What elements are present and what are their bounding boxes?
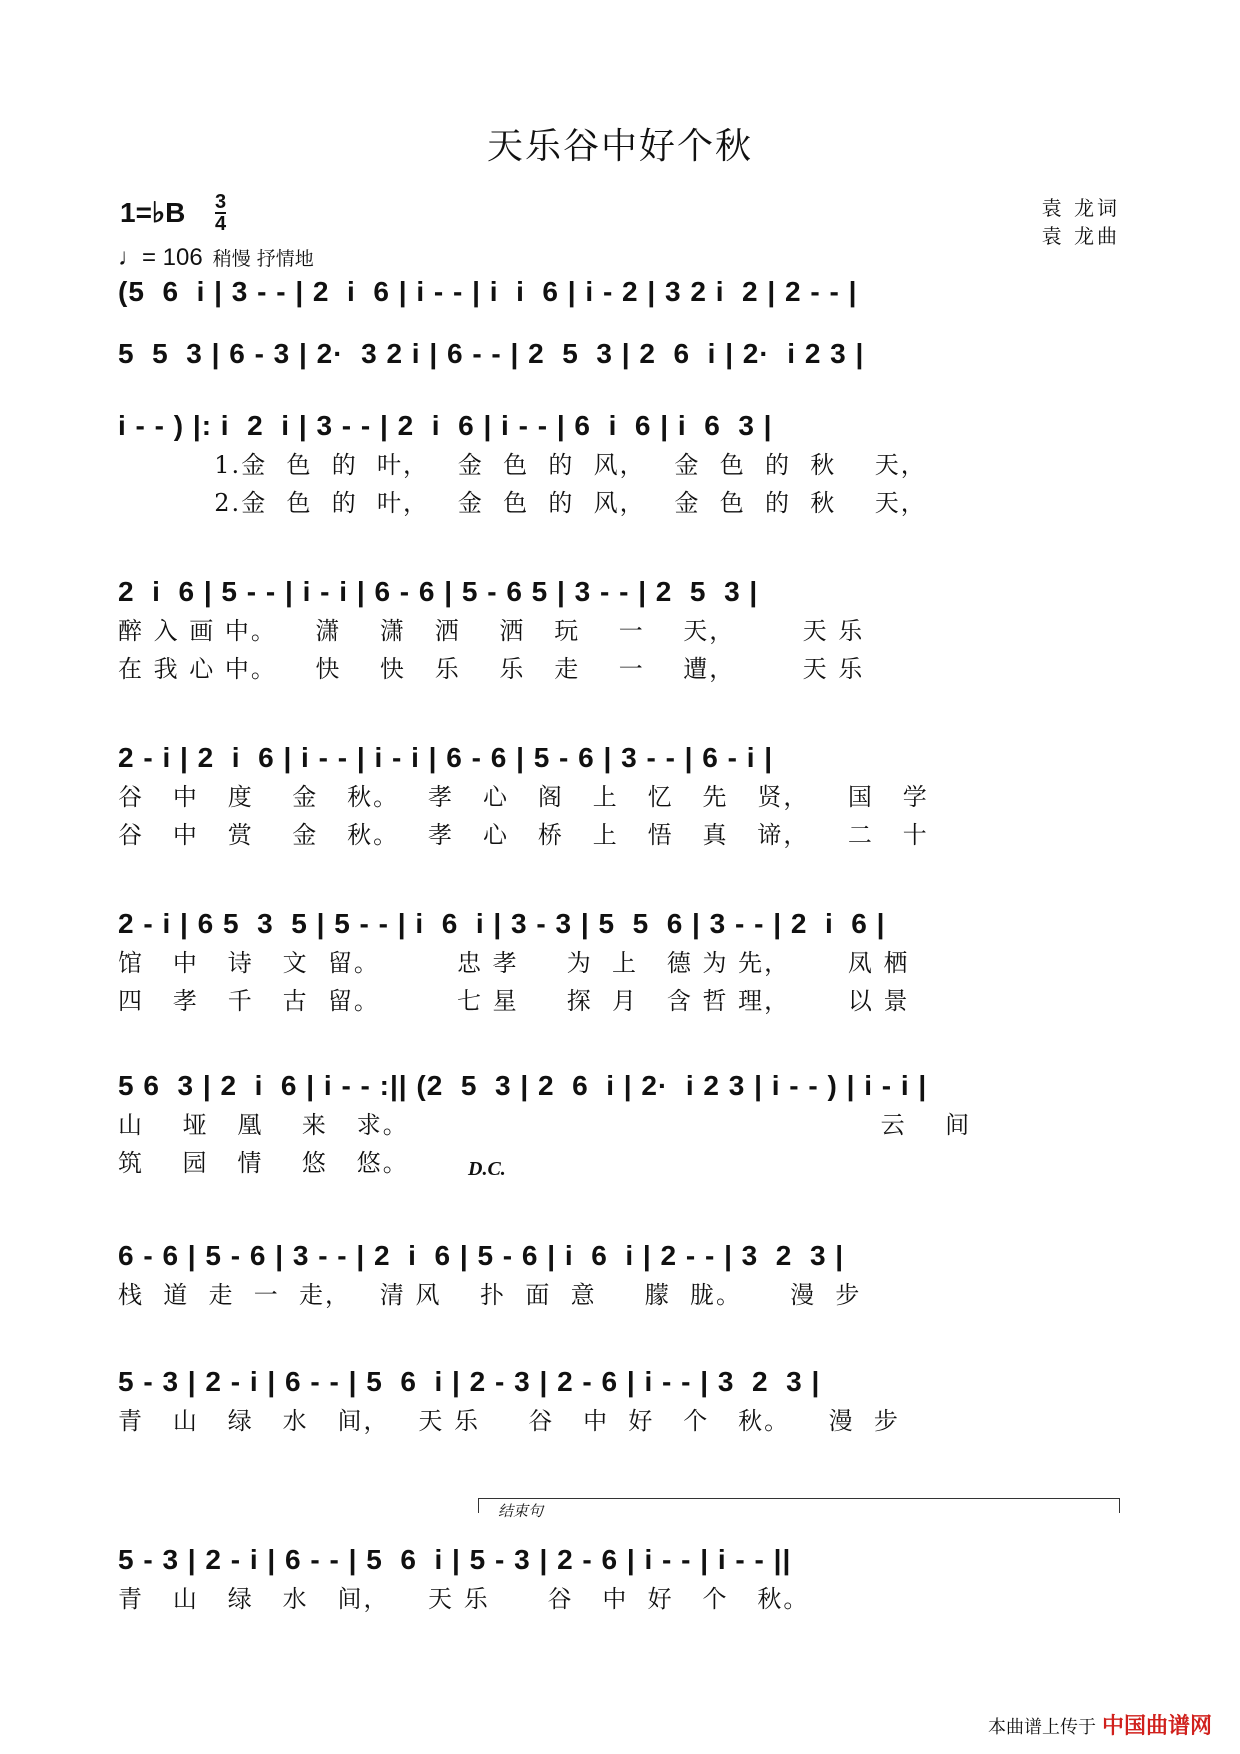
notes-line: i - - ) |: i 2 i | 3 - - | 2 i 6 | i - - | 6 i 6 | i 6 3 | — [118, 410, 773, 441]
tempo-description: 稍慢 抒情地 — [212, 248, 314, 270]
notes-line: 6 - 6 | 5 - 6 | 3 - - | 2 i 6 | 5 - 6 | i 6 i | 2 - - | 3 2 3 | — [118, 1240, 845, 1271]
notes-line: 5 - 3 | 2 - i | 6 - - | 5 6 i | 2 - 3 | 2 - 6 | i - - | 3 2 3 | — [118, 1366, 821, 1397]
lyric-verse-2: 谷 中 赏 金 秋。 孝 心 桥 上 悟 真 谛， 二 十 — [118, 821, 929, 849]
score-line-2 — [118, 334, 1122, 374]
notes-line: 5 5 3 | 6 - 3 | 2· 3 2 i | 6 - - | 2 5 3 | 2 6 i | 2· i 2 3 | — [118, 338, 865, 369]
notes-line: 5 - 3 | 2 - i | 6 - - | 5 6 i | 5 - 3 | 2 - 6 | i - - | i - - || — [118, 1544, 792, 1575]
score-line-7 — [118, 1066, 1122, 1182]
ending-label: 结束句 — [498, 1502, 544, 1520]
ending-bracket — [478, 1498, 1120, 1513]
meter-bottom: 4 — [215, 213, 227, 235]
notes-line: (5 6 i | 3 - - | 2 i 6 | i - - | i i 6 | i - 2 | 3 2 i 2 | 2 - - | — [118, 276, 858, 307]
score-line-10 — [118, 1540, 1122, 1618]
score-line-3 — [118, 406, 1122, 522]
lyric-verse-1: 谷 中 度 金 秋。 孝 心 阁 上 忆 先 贤， 国 学 — [118, 783, 929, 811]
tempo-mark: ♩= 106 — [118, 244, 203, 271]
da-capo-mark: D.C. — [468, 1158, 506, 1180]
meter-top: 3 — [215, 191, 227, 213]
lyric-verse-1: 青 山 绿 水 间， 天 乐 谷 中 好 个 秋。 — [118, 1585, 810, 1613]
tempo-marking — [118, 244, 314, 272]
upload-footer — [988, 1709, 1212, 1740]
lyric-verse-2: 四 孝 千 古 留。 七 星 探 月 含 哲 理， 以 景 — [118, 987, 910, 1015]
score-line-9 — [118, 1362, 1122, 1440]
lyric-verse-1: 馆 中 诗 文 留。 忠 孝 为 上 德 为 先， 凤 栖 — [118, 949, 910, 977]
footer-text: 本曲谱上传于 — [987, 1717, 1096, 1738]
site-logo[interactable]: 中国曲谱网 — [1101, 1714, 1212, 1739]
time-signature — [215, 192, 226, 234]
lyric-verse-2: 筑 园 情 悠 悠。 — [118, 1149, 409, 1177]
lyric-verse-2: 在 我 心 中。 快 快 乐 乐 走 一 遭， 天 乐 — [118, 655, 865, 683]
score-line-8 — [118, 1236, 1122, 1314]
notes-line: 2 i 6 | 5 - - | i - i | 6 - 6 | 5 - 6 5 | 3 - - | 2 5 3 | — [118, 576, 759, 607]
lyric-verse-1: 山 垭 凰 来 求。 云 间 — [118, 1111, 972, 1139]
song-title: 天乐谷中好个秋 — [486, 126, 753, 167]
lyric-verse-2: 2.金 色 的 叶， 金 色 的 风， 金 色 的 秋 天， — [118, 489, 927, 517]
lyric-verse-1: 栈 道 走 一 走， 清 风 扑 面 意 朦 胧。 漫 步 — [118, 1281, 862, 1309]
notes-line: 5 6 3 | 2 i 6 | i - - :|| (2 5 3 | 2 6 i | 2· i 2 3 | i - - ) | i - i | — [118, 1070, 928, 1101]
lyric-verse-1: 1.金 色 的 叶， 金 色 的 风， 金 色 的 秋 天， — [118, 451, 927, 479]
credits — [1042, 194, 1120, 250]
lyricist-credit: 袁 龙词 — [1041, 196, 1120, 220]
score-line-1 — [118, 272, 1122, 312]
lyric-verse-1: 醉 入 画 中。 潇 潇 洒 洒 玩 一 天， 天 乐 — [118, 617, 865, 645]
key-signature: 1=♭B — [120, 197, 186, 228]
score-line-6 — [118, 904, 1122, 1020]
score-line-4 — [118, 572, 1122, 688]
notes-line: 2 - i | 6 5 3 5 | 5 - - | i 6 i | 3 - 3 | 5 5 6 | 3 - - | 2 i 6 | — [118, 908, 886, 939]
score-line-5 — [118, 738, 1122, 854]
composer-credit: 袁 龙曲 — [1041, 224, 1120, 248]
lyric-verse-1: 青 山 绿 水 间， 天 乐 谷 中 好 个 秋。 漫 步 — [118, 1407, 900, 1435]
notes-line: 2 - i | 2 i 6 | i - - | i - i | 6 - 6 | 5 - 6 | 3 - - | 6 - i | — [118, 742, 774, 773]
